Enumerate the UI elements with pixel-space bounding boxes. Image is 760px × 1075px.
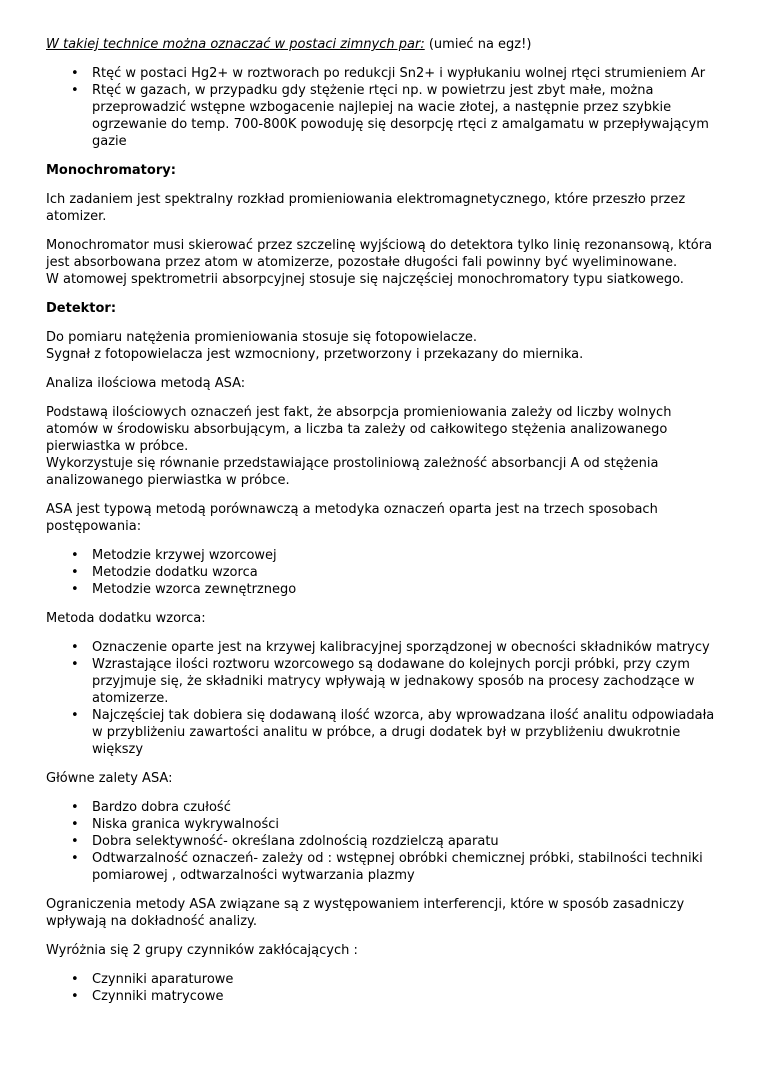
intro-title: W takiej technice można oznaczać w postaci zimnych par:: [46, 37, 425, 52]
paragraph-line: Do pomiaru natężenia promieniowania stosuje się fotopowielacze.: [46, 330, 478, 345]
intro-note: (umieć na egz!): [424, 37, 532, 52]
bullet-icon: •: [71, 800, 79, 815]
paragraph-line: Sygnał z fotopowielacza jest wzmocniony, przetworzony i przekazany do miernika.: [46, 347, 584, 362]
paragraph-line: W atomowej spektrometrii absorpcyjnej stosuje się najczęściej monochromatory typu siatkowego.: [46, 272, 684, 287]
paragraph-line: Podstawą ilościowych oznaczeń jest fakt, że absorpcja promieniowania zależy od liczby wolnych atomów w środowisku absorbującym, a liczba ta zależy od całkowitego stężenia analizowanego pierwiastka w próbce.: [46, 405, 672, 454]
list-item: • Metodzie krzywej wzorcowej: [71, 548, 277, 563]
list-item: • Wzrastające ilości roztworu wzorcowego są dodawane do kolejnych porcji próbki, przy czym przyjmuje się, że składniki matrycy wpływają w jednakowy sposób na procesy zachodzące w atomizerze.: [71, 657, 695, 706]
list-item: • Dobra selektywność- określana zdolnością rozdzielczą aparatu: [71, 834, 499, 849]
section-heading-monochromatory: Monochromatory:: [46, 163, 176, 178]
list-item: • Bardzo dobra czułość: [71, 800, 231, 815]
bullet-icon: •: [71, 834, 79, 849]
detektor-paragraph: [46, 329, 716, 363]
monochromatory-paragraph-2: [46, 237, 716, 288]
zalety-list: [46, 799, 716, 884]
methods-list: [46, 547, 716, 598]
bullet-icon: •: [71, 972, 79, 987]
bullet-icon: •: [71, 817, 79, 832]
intro-paragraph: [46, 36, 716, 53]
bullet-icon: •: [71, 83, 79, 98]
bullet-icon: •: [71, 851, 79, 866]
list-item: • Oznaczenie oparte jest na krzywej kalibracyjnej sporządzonej w obecności składników matrycy: [71, 640, 710, 655]
bullet-icon: •: [71, 565, 79, 580]
list-item: • Czynniki matrycowe: [71, 989, 224, 1004]
bullet-icon: •: [71, 548, 79, 563]
dodatek-list: [46, 639, 716, 758]
czynniki-intro: Wyróżnia się 2 grupy czynników zakłócających :: [46, 943, 358, 958]
paragraph-line: Wykorzystuje się równanie przedstawiające prostoliniową zależność absorbancji A od stężenia analizowanego pierwiastka w próbce.: [46, 456, 659, 488]
list-item: • Niska granica wykrywalności: [71, 817, 279, 832]
section-heading-dodatek: Metoda dodatku wzorca:: [46, 611, 206, 626]
list-item: • Odtwarzalność oznaczeń- zależy od : wstępnej obróbki chemicznej próbki, stabilności techniki pomiarowej , odtwarzalności wytwarzania plazmy: [71, 851, 703, 883]
list-item: • Rtęć w postaci Hg2+ w roztworach po redukcji Sn2+ i wypłukaniu wolnej rtęci strumieniem Ar: [71, 66, 706, 81]
analiza-paragraph-2: ASA jest typową metodą porównawczą a metodyka oznaczeń oparta jest na trzech sposobach postępowania:: [46, 502, 658, 534]
document-page: [46, 36, 716, 1017]
list-item: • Rtęć w gazach, w przypadku gdy stężenie rtęci np. w powietrzu jest zbyt małe, można przeprowadzić wstępne wzbogacenie najlepiej na wacie złotej, a następnie przez szybkie ogrzewanie do temp. 700-800K powoduję się desorpcję rtęci z amalgamatu w przepływającym gazie: [71, 83, 709, 149]
czynniki-list: [46, 971, 716, 1005]
monochromatory-paragraph-1: Ich zadaniem jest spektralny rozkład promieniowania elektromagnetycznego, które przeszło przez atomizer.: [46, 192, 686, 224]
list-item: • Metodzie dodatku wzorca: [71, 565, 258, 580]
bullet-icon: •: [71, 66, 79, 81]
list-item: • Czynniki aparaturowe: [71, 972, 234, 987]
paragraph-line: Monochromator musi skierować przez szczelinę wyjściową do detektora tylko linię rezonansową, która jest absorbowana przez atom w atomizerze, pozostałe długości fali powinny być wyeliminowane.: [46, 238, 713, 270]
bullet-icon: •: [71, 708, 79, 723]
section-heading-zalety: Główne zalety ASA:: [46, 771, 173, 786]
bullet-icon: •: [71, 989, 79, 1004]
intro-list: [46, 65, 716, 150]
bullet-icon: •: [71, 657, 79, 672]
list-item: • Najczęściej tak dobiera się dodawaną ilość wzorca, aby wprowadzana ilość analitu odpowiadała w przybliżeniu zawartości analitu w próbce, a drugi dodatek był w przybliżeniu dwukrotnie większy: [71, 708, 715, 757]
bullet-icon: •: [71, 640, 79, 655]
section-heading-analiza: Analiza ilościowa metodą ASA:: [46, 376, 246, 391]
section-heading-detektor: Detektor:: [46, 301, 117, 316]
bullet-icon: •: [71, 582, 79, 597]
ograniczenia-paragraph: Ograniczenia metody ASA związane są z występowaniem interferencji, które w sposób zasadniczy wpływają na dokładność analizy.: [46, 897, 685, 929]
list-item: • Metodzie wzorca zewnętrznego: [71, 582, 297, 597]
analiza-paragraph-1: [46, 404, 716, 489]
